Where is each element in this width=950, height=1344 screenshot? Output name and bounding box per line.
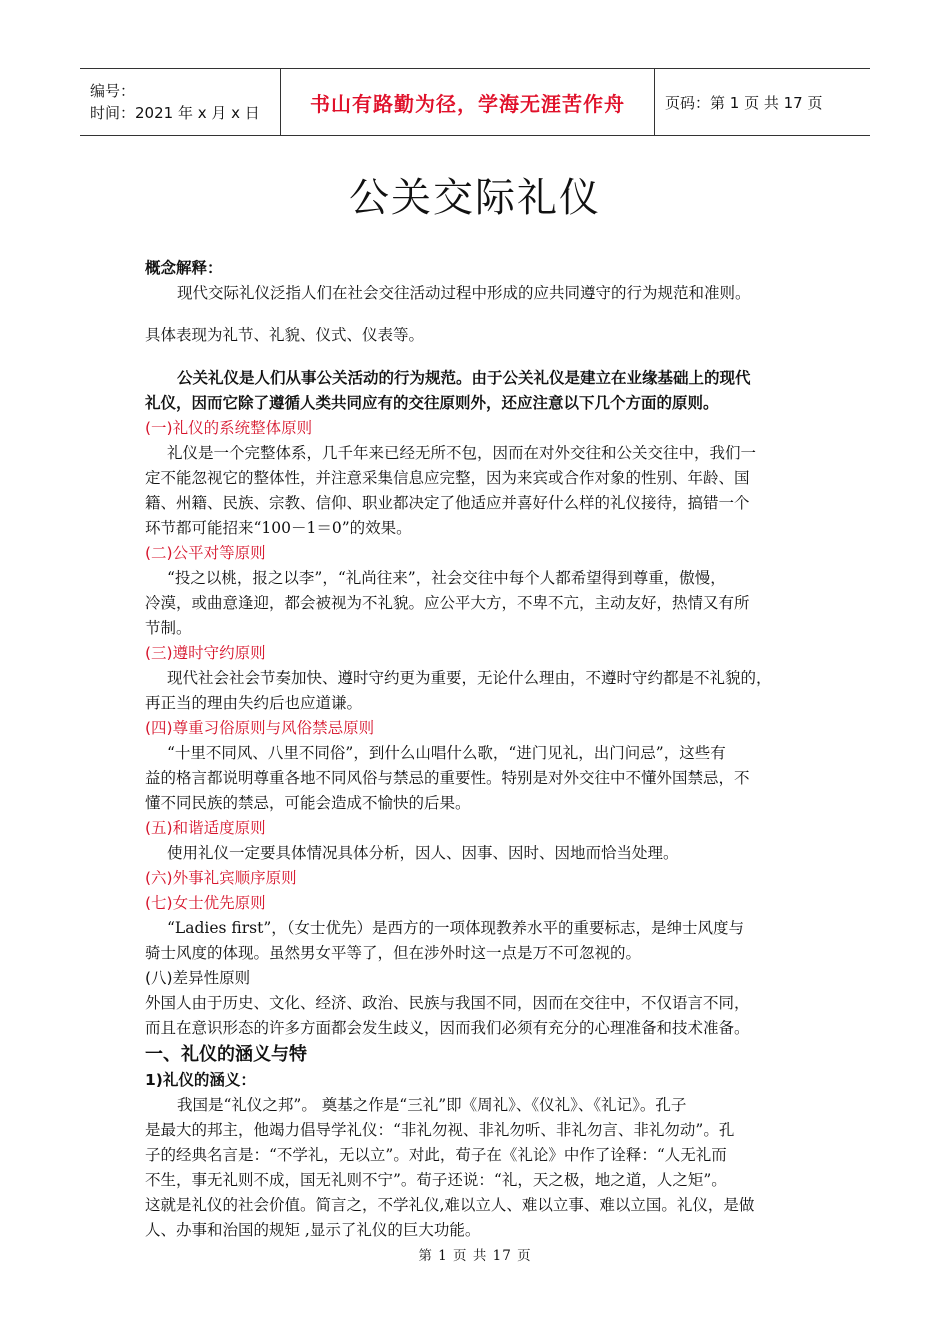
paragraph-line: 骑士风度的体现。虽然男女平等了，但在涉外时这一点是万不可忽视的。 [145, 944, 642, 962]
paragraph-line: 懂不同民族的禁忌，可能会造成不愉快的后果。 [145, 794, 471, 812]
paragraph-line: 不生，事无礼则不成，国无礼则不宁”。荀子还说：“礼，天之极，地之道，人之矩”。 [145, 1171, 727, 1189]
principle-heading-5: (五)和谐适度原则 [145, 819, 266, 837]
paragraph-line: 现代交际礼仪泛指人们在社会交往活动过程中形成的应共同遵守的行为规范和准则。 [177, 284, 751, 302]
paragraph-line: 而且在意识形态的许多方面都会发生歧义，因而我们必须有充分的心理准备和技术准备。 [145, 1019, 750, 1037]
paragraph-line: 环节都可能招来“100－1＝0”的效果。 [145, 519, 412, 537]
paragraph-line: 礼仪是一个完整体系，几千年来已经无所不包，因而在对外交往和公关交往中，我们一 [167, 444, 757, 462]
principle-heading-7: (七)女士优先原则 [145, 894, 266, 912]
subsection-heading: 1)礼仪的涵义： [145, 1071, 256, 1089]
section-heading-1: 一、礼仪的涵义与特 [145, 1044, 307, 1065]
paragraph-line: 节制。 [145, 619, 192, 637]
header-motto [280, 69, 655, 135]
motto-text: 书山有路勤为径，学海无涯苦作舟 [310, 91, 625, 116]
paragraph-line: 冷漠，或曲意逢迎，都会被视为不礼貌。应公平大方，不卑不亢，主动友好，热情又有所 [145, 594, 750, 612]
paragraph-line: 人、办事和治国的规矩 ,显示了礼仪的巨大功能。 [145, 1221, 481, 1239]
paragraph-line: 现代社会社会节奏加快、遵时守约更为重要，无论什么理由，不遵时守约都是不礼貌的， [167, 669, 772, 687]
header-page-info [655, 69, 870, 135]
principle-heading-2: (二)公平对等原则 [145, 544, 266, 562]
paragraph-line: “投之以桃，报之以李”，“礼尚往来”，社会交往中每个人都希望得到尊重，傲慢， [167, 569, 726, 587]
number-label: 编号： [90, 82, 136, 100]
principle-heading-6: (六)外事礼宾顺序原则 [145, 869, 297, 887]
document-body [145, 256, 815, 1243]
paragraph-line: 定不能忽视它的整体性，并注意采集信息应完整，因为来宾或合作对象的性别、年龄、国 [145, 469, 750, 487]
principle-heading-3: (三)遵时守约原则 [145, 644, 266, 662]
header-table [80, 68, 870, 136]
paragraph-line: “Ladies first”，（女士优先）是西方的一项体现教养水平的重要标志，是绅士风度与 [167, 919, 744, 937]
paragraph-line: 再正当的理由失约后也应道谦。 [145, 694, 363, 712]
page-footer: 第 1 页 共 17 页 [418, 1248, 532, 1264]
paragraph-line-bold: 公关礼仪是人们从事公关活动的行为规范。由于公关礼仪是建立在业缘基础上的现代 [177, 369, 751, 387]
header-meta [80, 69, 280, 135]
paragraph-line: 子的经典名言是：“不学礼，无以立”。对此，荀子在《礼论》中作了诠释：“人无礼而 [145, 1146, 727, 1164]
paragraph-line-bold: 礼仪，因而它除了遵循人类共同应有的交往原则外，还应注意以下几个方面的原则。 [145, 394, 719, 412]
paragraph-line: 我国是“礼仪之邦”。 奠基之作是“三礼”即《周礼》、《仪礼》、《礼记》。孔子 [177, 1096, 687, 1114]
principle-heading-8: (八)差异性原则 [145, 969, 251, 987]
principle-heading-1: (一)礼仪的系统整体原则 [145, 419, 313, 437]
paragraph-line: 外国人由于历史、文化、经济、政治、民族与我国不同，因而在交往中，不仅语言不同， [145, 994, 750, 1012]
paragraph-line: 这就是礼仪的社会价值。简言之，不学礼仪,难以立人、难以立事、难以立国。礼仪，是做 [145, 1196, 755, 1214]
page-info-text: 页码：第 1 页 共 17 页 [665, 93, 823, 112]
principle-heading-4: (四)尊重习俗原则与风俗禁忌原则 [145, 719, 375, 737]
page-title: 公关交际礼仪 [349, 175, 601, 221]
section-label-concept: 概念解释： [145, 259, 223, 277]
paragraph-line: 具体表现为礼节、礼貌、仪式、仪表等。 [145, 326, 425, 344]
paragraph-line: 使用礼仪一定要具体情况具体分析，因人、因事、因时、因地而恰当处理。 [167, 844, 679, 862]
paragraph-line: 是最大的邦主，他竭力倡导学礼仪：“非礼勿视、非礼勿听、非礼勿言、非礼勿动”。孔 [145, 1121, 735, 1139]
paragraph-line: 益的格言都说明尊重各地不同风俗与禁忌的重要性。特别是对外交往中不懂外国禁忌，不 [145, 769, 750, 787]
time-label: 时间：2021 年 x 月 x 日 [90, 104, 260, 122]
paragraph-line: “十里不同风、八里不同俗”，到什么山唱什么歌，“进门见礼，出门问忌”，这些有 [167, 744, 726, 762]
paragraph-line: 籍、州籍、民族、宗教、信仰、职业都决定了他适应并喜好什么样的礼仪接待，搞错一个 [145, 494, 750, 512]
